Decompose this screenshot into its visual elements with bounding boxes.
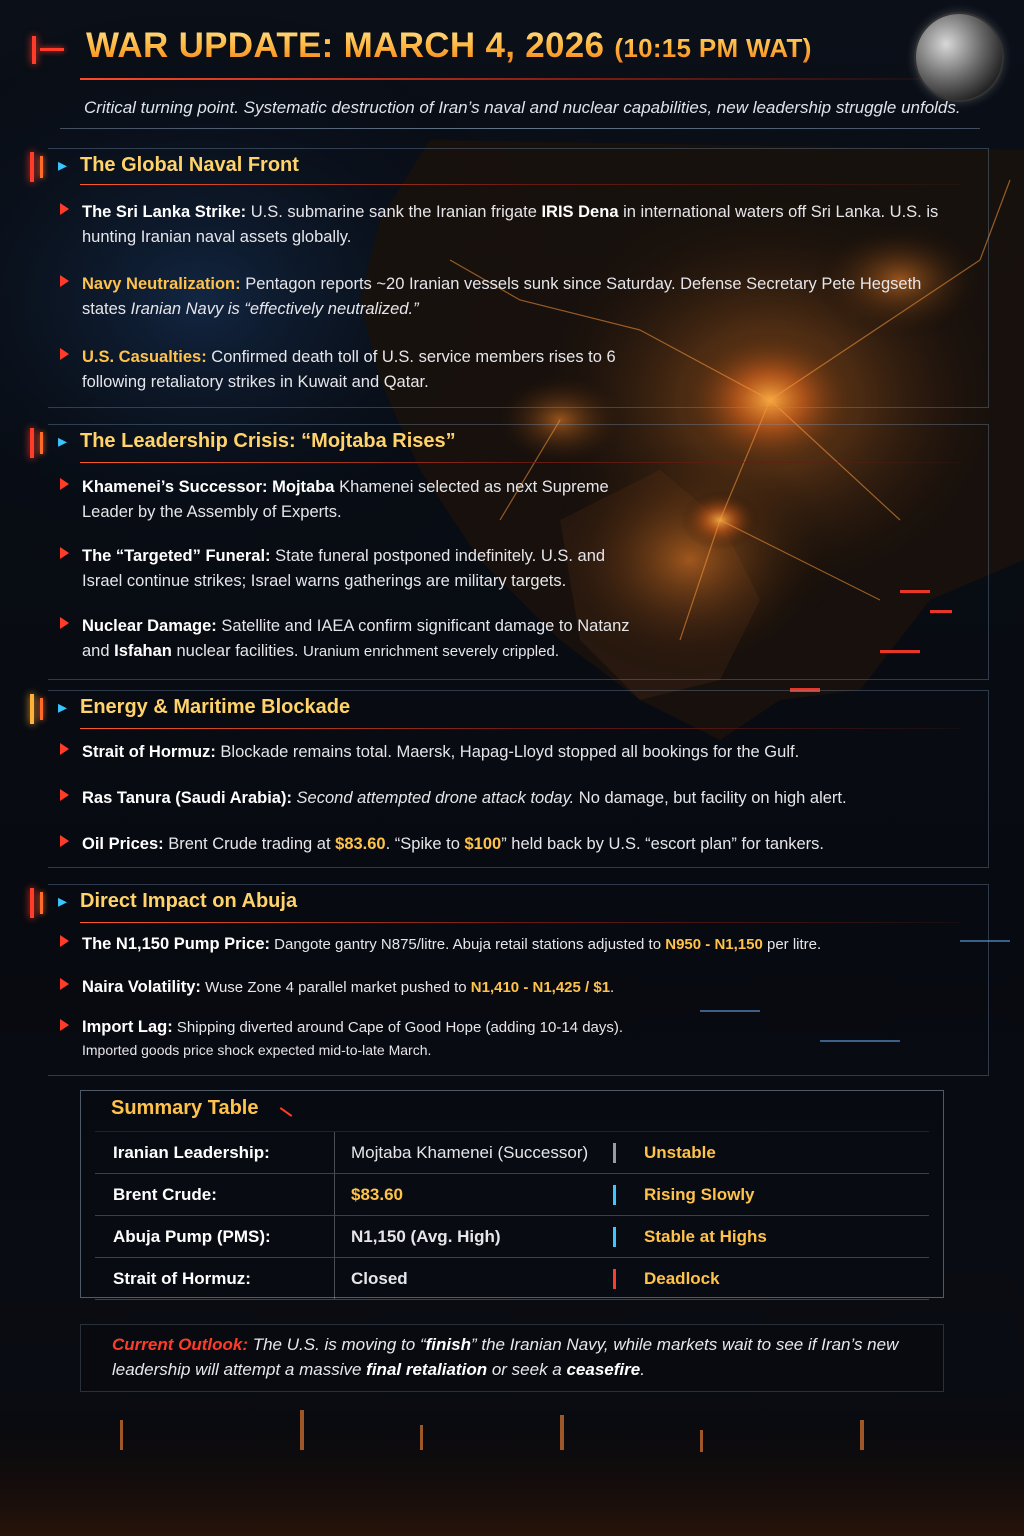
item-label: Nuclear Damage: xyxy=(82,617,217,635)
header-rule xyxy=(80,78,960,80)
list-item xyxy=(60,345,960,395)
list-item xyxy=(60,975,960,1000)
outlook-text-part: ” the Iranian Navy, while markets wait to see if Iran’s new leadership will attempt a massive xyxy=(112,1335,899,1379)
summary-label: Abuja Pump (PMS): xyxy=(95,1216,335,1258)
section-accent-bar xyxy=(40,432,43,454)
section-title: Energy & Maritime Blockade xyxy=(80,696,351,718)
list-item xyxy=(60,544,960,594)
item-text: per litre. xyxy=(762,936,822,953)
item-text: ” held back by U.S. “escort plan” for tankers. xyxy=(501,835,825,853)
item-text: Satellite and IAEA confirm significant damage to Natanz and xyxy=(82,617,630,660)
section-title: The Leadership Crisis: “Mojtaba Rises” xyxy=(80,430,456,452)
outlook-text-part: The U.S. is moving to “ xyxy=(248,1335,426,1354)
item-text: Wuse Zone 4 parallel market pushed to xyxy=(200,979,471,996)
section-accent-bar xyxy=(30,888,34,918)
item-label: The Sri Lanka Strike: xyxy=(82,203,247,221)
section-accent-bar xyxy=(40,156,43,178)
section-accent-bar xyxy=(30,428,34,458)
item-label: Khamenei’s Successor: xyxy=(82,478,268,496)
section-accent-bar xyxy=(30,152,34,182)
summary-value: N1,150 (Avg. High) xyxy=(335,1216,613,1258)
item-text: Blockade remains total. Maersk, Hapag-Lloyd stopped all bookings for the Gulf. xyxy=(215,743,800,761)
item-label: Ras Tanura (Saudi Arabia): xyxy=(82,789,292,807)
summary-table xyxy=(95,1131,929,1300)
summary-accent xyxy=(280,1107,293,1117)
item-label: Strait of Hormuz: xyxy=(82,743,216,761)
outlook-text-part: or seek a xyxy=(487,1360,567,1379)
item-label: U.S. Casualties: xyxy=(82,348,207,366)
page-title xyxy=(86,26,812,66)
item-quote: Iranian Navy is “effectively neutralized.” xyxy=(130,300,419,318)
outlook-emphasis: finish xyxy=(425,1335,471,1354)
bullet-arrow-icon xyxy=(60,617,69,629)
bullet-arrow-icon xyxy=(60,743,69,755)
status-indicator xyxy=(612,1174,630,1216)
bullet-arrow-icon xyxy=(60,547,69,559)
section-divider xyxy=(80,728,960,729)
summary-value: $83.60 xyxy=(335,1174,613,1216)
table-row xyxy=(95,1132,929,1174)
section-divider xyxy=(80,462,960,463)
item-text: Brent Crude trading at xyxy=(163,835,336,853)
avatar xyxy=(914,12,1004,102)
table-row xyxy=(95,1258,929,1300)
list-item xyxy=(60,200,960,250)
chevron-right-icon: ▸ xyxy=(58,431,68,451)
outlook-text xyxy=(112,1332,932,1382)
bullet-arrow-icon xyxy=(60,835,69,847)
section-accent-bar xyxy=(30,694,34,724)
item-text: in international waters off Sri Lanka. U.S. is hunting Iranian naval assets globally. xyxy=(82,203,939,246)
item-highlight: $83.60 xyxy=(335,835,386,853)
chevron-right-icon: ▸ xyxy=(58,697,68,717)
item-text: Khamenei selected as next Supreme Leader by the Assembly of Experts. xyxy=(82,478,609,521)
item-highlight: N950 - N1,150 xyxy=(665,936,763,953)
bullet-arrow-icon xyxy=(60,348,69,360)
item-highlight: N1,410 - N1,425 / $1 xyxy=(470,979,611,996)
list-item xyxy=(60,786,960,811)
section-title: The Global Naval Front xyxy=(80,154,299,176)
page-subtitle: Critical turning point. Systematic destruction of Iran’s naval and nuclear capabilities, new leadership struggle unfolds. xyxy=(84,98,961,117)
item-text: Pentagon reports ~20 Iranian vessels sunk since Saturday. Defense Secretary Pete Hegseth states xyxy=(82,275,922,318)
list-item xyxy=(60,614,960,664)
table-row xyxy=(95,1174,929,1216)
item-text: . “Spike to xyxy=(385,835,465,853)
section-title: Direct Impact on Abuja xyxy=(80,890,298,912)
item-text: U.S. submarine sank the Iranian frigate xyxy=(246,203,542,221)
summary-value: Closed xyxy=(335,1258,613,1300)
item-note: Imported goods price shock expected mid-to-late March. xyxy=(82,1042,432,1058)
status-tick-icon xyxy=(613,1269,616,1289)
item-text: Shipping diverted around Cape of Good Hope (adding 10-14 days). xyxy=(172,1019,624,1036)
chevron-right-icon: ▸ xyxy=(58,155,68,175)
section-divider xyxy=(80,922,960,923)
header-accent-dash xyxy=(40,48,64,51)
item-label: Import Lag: xyxy=(82,1018,173,1036)
outlook-emphasis: ceasefire xyxy=(566,1360,641,1379)
outlook-text-part: . xyxy=(640,1360,645,1379)
status-tick-icon xyxy=(613,1227,616,1247)
status-badge: Deadlock xyxy=(630,1258,929,1300)
status-tick-icon xyxy=(613,1185,616,1205)
item-highlight: $100 xyxy=(464,835,502,853)
item-label: Naira Volatility: xyxy=(82,978,201,996)
item-label: The “Targeted” Funeral: xyxy=(82,547,271,565)
item-quote: Second attempted drone attack today. xyxy=(291,789,575,807)
summary-panel xyxy=(80,1090,944,1298)
list-item xyxy=(60,1016,960,1061)
item-label: Navy Neutralization: xyxy=(82,275,241,293)
item-highlight: IRIS Dena xyxy=(541,203,619,221)
status-indicator xyxy=(612,1216,630,1258)
bullet-arrow-icon xyxy=(60,203,69,215)
summary-label: Brent Crude: xyxy=(95,1174,335,1216)
section-accent-bar xyxy=(40,892,43,914)
bullet-arrow-icon xyxy=(60,1019,69,1031)
list-item xyxy=(60,932,960,957)
summary-label: Strait of Hormuz: xyxy=(95,1258,335,1300)
list-item xyxy=(60,475,960,525)
outlook-emphasis: final retaliation xyxy=(366,1360,488,1379)
summary-title: Summary Table xyxy=(111,1097,259,1119)
status-indicator xyxy=(612,1258,630,1300)
list-item xyxy=(60,832,960,857)
item-text: . xyxy=(610,979,615,996)
outlook-label: Current Outlook: xyxy=(112,1335,248,1354)
summary-label: Iranian Leadership: xyxy=(95,1132,335,1174)
summary-value: Mojtaba Khamenei (Successor) xyxy=(335,1132,613,1174)
table-row xyxy=(95,1216,929,1258)
bullet-arrow-icon xyxy=(60,275,69,287)
status-indicator xyxy=(612,1132,630,1174)
item-note: Uranium enrichment severely crippled. xyxy=(303,643,559,660)
status-badge: Stable at Highs xyxy=(630,1216,929,1258)
item-highlight: Isfahan xyxy=(114,642,172,660)
item-text: Dangote gantry N875/litre. Abuja retail stations adjusted to xyxy=(270,936,666,953)
bullet-arrow-icon xyxy=(60,478,69,490)
item-text: Confirmed death toll of U.S. service members rises to 6 following retaliatory strikes in Kuwait and Qatar. xyxy=(82,348,616,391)
item-label: Oil Prices: xyxy=(82,835,164,853)
bullet-arrow-icon xyxy=(60,978,69,990)
status-tick-icon xyxy=(613,1143,616,1163)
item-text: No damage, but facility on high alert. xyxy=(574,789,847,807)
bullet-arrow-icon xyxy=(60,935,69,947)
status-badge: Rising Slowly xyxy=(630,1174,929,1216)
bullet-arrow-icon xyxy=(60,789,69,801)
chevron-right-icon: ▸ xyxy=(58,891,68,911)
item-text: State funeral postponed indefinitely. U.S. and Israel continue strikes; Israel warns gatherings are military targets. xyxy=(82,547,606,590)
header xyxy=(20,18,1004,80)
list-item xyxy=(60,740,960,765)
item-text: nuclear facilities. xyxy=(171,642,304,660)
item-label: The N1,150 Pump Price: xyxy=(82,935,270,953)
section-divider xyxy=(80,184,960,185)
page-title-time: (10:15 PM WAT) xyxy=(614,33,812,63)
item-highlight: Mojtaba xyxy=(267,478,335,496)
header-accent-bar xyxy=(32,36,36,64)
list-item xyxy=(60,272,960,322)
subtitle-divider xyxy=(60,128,980,129)
status-badge: Unstable xyxy=(630,1132,929,1174)
page-title-main: WAR UPDATE: MARCH 4, 2026 xyxy=(86,26,605,65)
section-accent-bar xyxy=(40,698,43,720)
